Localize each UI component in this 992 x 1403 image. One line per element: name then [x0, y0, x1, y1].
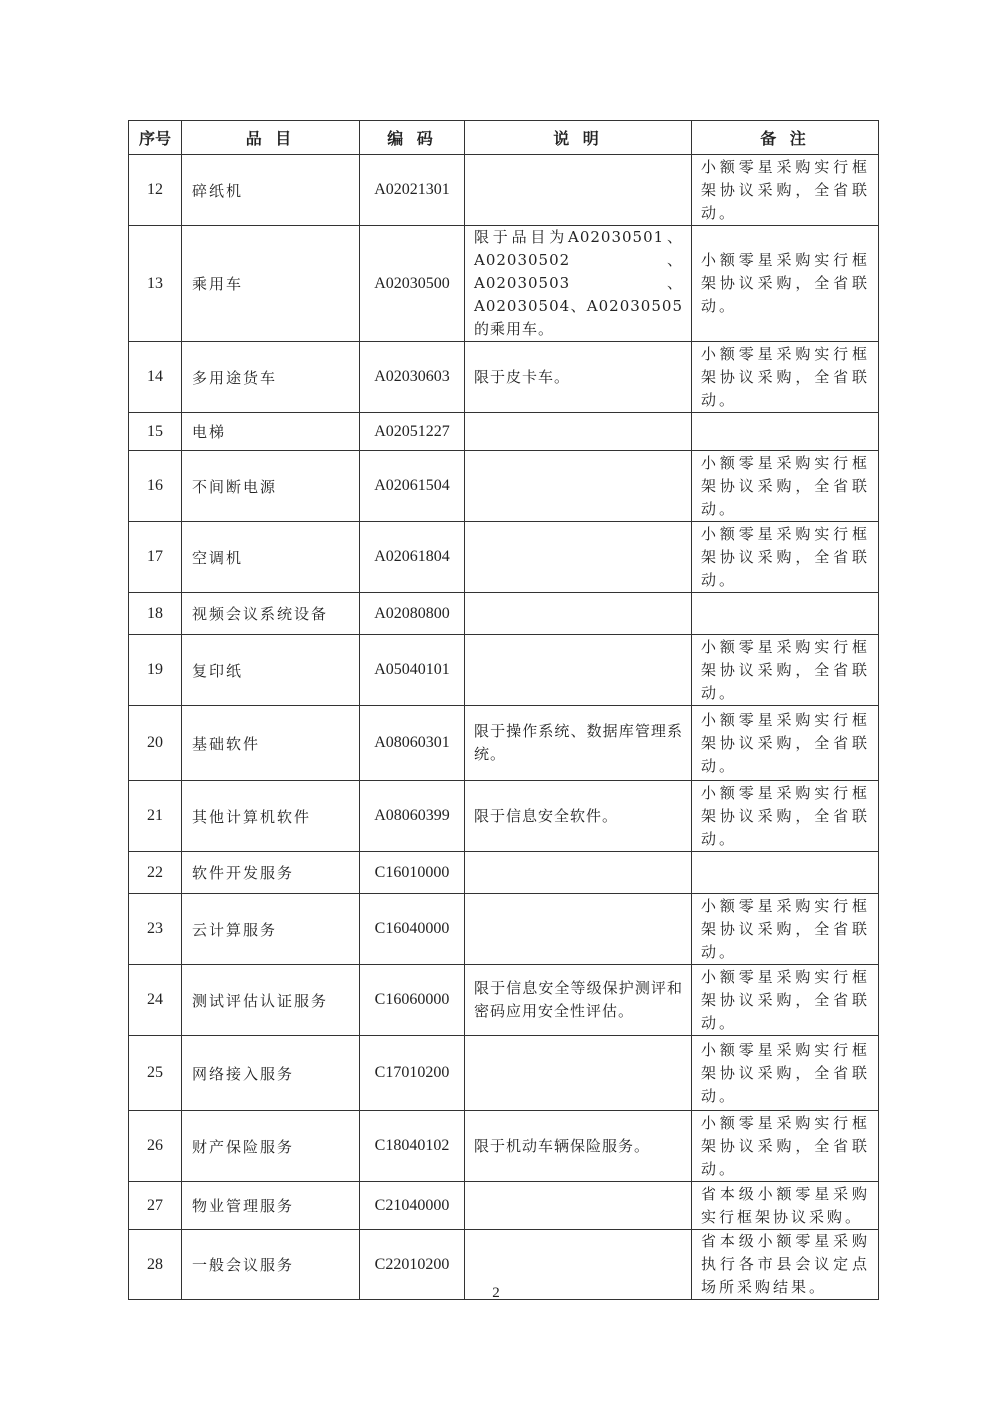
item-code-cell: A08060301 — [360, 706, 465, 781]
item-name-cell: 空调机 — [182, 522, 360, 593]
item-name-cell: 软件开发服务 — [182, 852, 360, 894]
item-name-cell: 测试评估认证服务 — [182, 965, 360, 1036]
item-code-cell: C21040000 — [360, 1182, 465, 1230]
serial-number-cell: 15 — [129, 413, 182, 451]
item-name-cell: 复印纸 — [182, 635, 360, 706]
table-row — [129, 1111, 879, 1182]
item-code-cell: C16010000 — [360, 852, 465, 894]
note-cell: 小额零星采购实行框架协议采购，全省联动。 — [692, 522, 879, 593]
item-code-cell: A08060399 — [360, 781, 465, 852]
catalog-table — [128, 120, 879, 1300]
note-cell: 小额零星采购实行框架协议采购，全省联动。 — [692, 451, 879, 522]
serial-number-cell: 21 — [129, 781, 182, 852]
item-name-cell: 电梯 — [182, 413, 360, 451]
serial-number-cell: 27 — [129, 1182, 182, 1230]
note-cell: 省本级小额零星采购实行框架协议采购。 — [692, 1182, 879, 1230]
item-name-cell: 碎纸机 — [182, 155, 360, 226]
serial-number-cell: 25 — [129, 1036, 182, 1111]
description-cell — [465, 635, 692, 706]
item-name-cell: 物业管理服务 — [182, 1182, 360, 1230]
item-name-cell: 云计算服务 — [182, 894, 360, 965]
item-code-cell: C16040000 — [360, 894, 465, 965]
table-row — [129, 593, 879, 635]
serial-number-cell: 18 — [129, 593, 182, 635]
item-name-cell: 其他计算机软件 — [182, 781, 360, 852]
description-cell — [465, 593, 692, 635]
item-name-cell: 基础软件 — [182, 706, 360, 781]
item-code-cell: C18040102 — [360, 1111, 465, 1182]
note-cell: 小额零星采购实行框架协议采购，全省联动。 — [692, 965, 879, 1036]
note-cell: 小额零星采购实行框架协议采购，全省联动。 — [692, 635, 879, 706]
description-cell: 限于机动车辆保险服务。 — [465, 1111, 692, 1182]
serial-number-cell: 17 — [129, 522, 182, 593]
header-serial-number: 序号 — [129, 121, 182, 155]
item-code-cell: A02080800 — [360, 593, 465, 635]
item-code-cell: C22010200 — [360, 1230, 465, 1300]
table-row — [129, 226, 879, 342]
item-code-cell: C17010200 — [360, 1036, 465, 1111]
description-cell: 限于皮卡车。 — [465, 342, 692, 413]
description-cell: 限于信息安全等级保护测评和密码应用安全性评估。 — [465, 965, 692, 1036]
description-cell: 限于品目为A02030501、A02030502、A02030503、A02030504、A02030505的乘用车。 — [465, 226, 692, 342]
table-header-row — [129, 121, 879, 155]
note-cell: 小额零星采购实行框架协议采购，全省联动。 — [692, 706, 879, 781]
description-cell — [465, 522, 692, 593]
serial-number-cell: 24 — [129, 965, 182, 1036]
serial-number-cell: 12 — [129, 155, 182, 226]
note-cell: 小额零星采购实行框架协议采购，全省联动。 — [692, 342, 879, 413]
table-row — [129, 781, 879, 852]
description-cell: 限于信息安全软件。 — [465, 781, 692, 852]
item-name-cell: 财产保险服务 — [182, 1111, 360, 1182]
description-cell — [465, 451, 692, 522]
table-row — [129, 635, 879, 706]
table-row — [129, 852, 879, 894]
note-cell — [692, 593, 879, 635]
note-cell — [692, 413, 879, 451]
serial-number-cell: 20 — [129, 706, 182, 781]
serial-number-cell: 26 — [129, 1111, 182, 1182]
serial-number-cell: 23 — [129, 894, 182, 965]
note-cell: 小额零星采购实行框架协议采购，全省联动。 — [692, 781, 879, 852]
serial-number-cell: 16 — [129, 451, 182, 522]
table-row — [129, 1036, 879, 1111]
item-code-cell: A02061504 — [360, 451, 465, 522]
serial-number-cell: 14 — [129, 342, 182, 413]
description-cell — [465, 852, 692, 894]
description-cell: 限于操作系统、数据库管理系统。 — [465, 706, 692, 781]
description-cell — [465, 413, 692, 451]
header-note: 备 注 — [692, 121, 879, 155]
table-row — [129, 1182, 879, 1230]
item-name-cell: 不间断电源 — [182, 451, 360, 522]
table-row — [129, 155, 879, 226]
note-cell: 小额零星采购实行框架协议采购，全省联动。 — [692, 226, 879, 342]
note-cell — [692, 852, 879, 894]
item-name-cell: 乘用车 — [182, 226, 360, 342]
table-row — [129, 965, 879, 1036]
table-row — [129, 522, 879, 593]
serial-number-cell: 13 — [129, 226, 182, 342]
header-code: 编 码 — [360, 121, 465, 155]
serial-number-cell: 22 — [129, 852, 182, 894]
item-code-cell: A02030603 — [360, 342, 465, 413]
header-item: 品 目 — [182, 121, 360, 155]
note-cell: 省本级小额零星采购执行各市县会议定点场所采购结果。 — [692, 1230, 879, 1300]
description-cell — [465, 1182, 692, 1230]
item-code-cell: A02021301 — [360, 155, 465, 226]
item-code-cell: A02051227 — [360, 413, 465, 451]
item-name-cell: 网络接入服务 — [182, 1036, 360, 1111]
header-description: 说 明 — [465, 121, 692, 155]
item-code-cell: A05040101 — [360, 635, 465, 706]
note-cell: 小额零星采购实行框架协议采购，全省联动。 — [692, 155, 879, 226]
table-row — [129, 706, 879, 781]
item-name-cell: 多用途货车 — [182, 342, 360, 413]
description-cell — [465, 894, 692, 965]
item-name-cell: 视频会议系统设备 — [182, 593, 360, 635]
page-number: 2 — [492, 1285, 500, 1301]
description-cell — [465, 155, 692, 226]
serial-number-cell: 19 — [129, 635, 182, 706]
item-code-cell: A02061804 — [360, 522, 465, 593]
description-cell — [465, 1036, 692, 1111]
table-body — [129, 155, 879, 1300]
table-row — [129, 451, 879, 522]
table-row — [129, 413, 879, 451]
item-code-cell: A02030500 — [360, 226, 465, 342]
note-cell: 小额零星采购实行框架协议采购，全省联动。 — [692, 1111, 879, 1182]
serial-number-cell: 28 — [129, 1230, 182, 1300]
note-cell: 小额零星采购实行框架协议采购，全省联动。 — [692, 1036, 879, 1111]
table-row — [129, 342, 879, 413]
item-name-cell: 一般会议服务 — [182, 1230, 360, 1300]
item-code-cell: C16060000 — [360, 965, 465, 1036]
table-row — [129, 894, 879, 965]
note-cell: 小额零星采购实行框架协议采购，全省联动。 — [692, 894, 879, 965]
